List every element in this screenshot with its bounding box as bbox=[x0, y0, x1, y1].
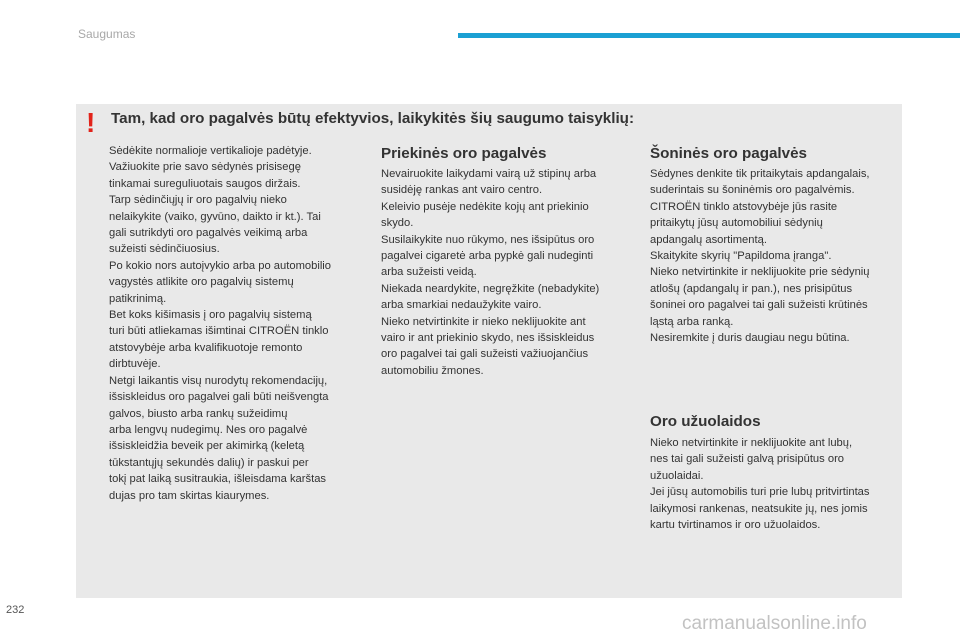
text-line: Nesiremkite į duris daugiau negu būtina. bbox=[650, 332, 850, 345]
text-line: dirbtuvėje. bbox=[109, 358, 161, 371]
text-line: išsiskleidus oro pagalvei gali būti neišvengta bbox=[109, 391, 329, 404]
text-line: CITROËN tinklo atstovybėje jūs rasite bbox=[650, 200, 838, 213]
text-line: apdangalų asortimentą. bbox=[650, 233, 767, 246]
text-line: turi būti atliekamas išimtinai CITROËN tinklo bbox=[109, 325, 329, 338]
text-line: išsiskleidžia beveik per akimirką (keletą bbox=[109, 440, 305, 453]
text-line: arba lengvų nudegimų. Nes oro pagalvė bbox=[109, 423, 308, 436]
text-line: vagystės atlikite oro pagalvių sistemų bbox=[109, 276, 294, 289]
text-line: gali sutrikdyti oro pagalvės veikimą arba bbox=[109, 227, 308, 240]
text-line: tokį pat laiką susitraukia, išleisdama karštas bbox=[109, 473, 327, 486]
text-line: patikrinimą. bbox=[109, 292, 167, 305]
text-line: Keleivio pusėje nedėkite kojų ant priekinio bbox=[381, 200, 589, 213]
text-line: Niekada neardykite, negręžkite (nebadykite) bbox=[381, 282, 600, 295]
text-line: Bet koks kišimasis į oro pagalvių sistemą bbox=[109, 309, 312, 322]
text-line: arba smarkiai nedaužykite vairo. bbox=[381, 299, 542, 312]
text-line: arba sužeisti veidą. bbox=[381, 266, 477, 279]
header-accent-bar bbox=[458, 33, 960, 38]
watermark: carmanualsonline.info bbox=[682, 613, 867, 634]
page-number: 232 bbox=[6, 604, 25, 616]
text-line: nelaikykite (vaiko, gyvūno, daikto ir kt.). Tai bbox=[109, 210, 321, 223]
text-line: Sėdynes denkite tik pritaikytais apdangalais, bbox=[650, 168, 870, 180]
text-line: susidėję rankas ant vairo centro. bbox=[381, 184, 543, 197]
text-line: laikymosi rankenas, neatsukite jų, nes jomis bbox=[650, 502, 868, 515]
front-airbags-text bbox=[381, 166, 599, 379]
text-line: Nieko netvirtinkite ir nieko neklijuokite ant bbox=[381, 315, 586, 328]
text-line: tūkstantųjų sekundės dalių) ir paskui per bbox=[109, 456, 309, 469]
page-section-title: Saugumas bbox=[78, 27, 136, 41]
text-line: ląstą arba ranką. bbox=[650, 315, 734, 328]
text-line: tinkamai sureguliuotais saugos diržais. bbox=[109, 177, 301, 190]
text-line: galvos, biusto arba rankų sužeidimų bbox=[109, 407, 288, 420]
text-line: Sėdėkite normalioje vertikalioje padėtyje. bbox=[109, 145, 312, 157]
text-line: sužeisti sėdinčiuosius. bbox=[109, 243, 220, 256]
text-line: atlošų (apdangalų ir pan.), nes prisipūtus bbox=[650, 282, 853, 295]
text-line: oro pagalvei tai gali sužeisti važiuojančius bbox=[381, 348, 589, 361]
text-line: Nieko netvirtinkite ir neklijuokite ant lubų, bbox=[650, 437, 853, 449]
text-line: Nevairuokite laikydami vairą už stipinų arba bbox=[381, 168, 597, 180]
text-line: pritaikytų jūsų automobiliui sėdynių bbox=[650, 217, 823, 230]
side-airbags-heading: Šoninės oro pagalvės bbox=[650, 145, 807, 162]
text-line: Netgi laikantis visų nurodytų rekomendacijų, bbox=[109, 374, 328, 387]
side-airbags-text bbox=[650, 166, 870, 346]
text-line: užuolaidai. bbox=[650, 469, 704, 482]
text-line: atstovybėje arba kvalifikuotoje remonto bbox=[109, 341, 303, 354]
text-line: suderintais su šoninėmis oro pagalvėmis. bbox=[650, 184, 855, 197]
front-airbags-heading: Priekinės oro pagalvės bbox=[381, 145, 547, 162]
text-line: Skaitykite skyrių "Papildoma įranga". bbox=[650, 250, 832, 263]
text-line: Važiuokite prie savo sėdynės prisisegę bbox=[109, 161, 301, 174]
curtain-airbags-heading: Oro užuolaidos bbox=[650, 413, 761, 430]
general-rules-text bbox=[109, 143, 331, 504]
text-line: dujas pro tam skirtas kiaurymes. bbox=[109, 489, 270, 502]
text-line: nes tai gali sužeisti galvą prisipūtus oro bbox=[650, 453, 845, 466]
text-line: pagalvei cigaretė arba pypkė gali nudeginti bbox=[381, 250, 594, 263]
text-line: automobiliu žmones. bbox=[381, 364, 484, 377]
text-line: vairo ir ant priekinio skydo, nes išsiskleidus bbox=[381, 332, 595, 345]
curtain-airbags-text bbox=[650, 435, 870, 533]
text-line: Nieko netvirtinkite ir neklijuokite prie sėdynių bbox=[650, 266, 870, 279]
text-line: šoninei oro pagalvei tai gali sužeisti krūtinės bbox=[650, 299, 868, 312]
text-line: Susilaikykite nuo rūkymo, nes išsipūtus oro bbox=[381, 233, 595, 246]
text-line: skydo. bbox=[381, 217, 414, 230]
text-line: kartu tvirtinamos ir oro užuolaidos. bbox=[650, 519, 821, 532]
exclamation-icon: ! bbox=[86, 107, 96, 138]
panel-title: Tam, kad oro pagalvės būtų efektyvios, laikykitės šių saugumo taisyklių: bbox=[111, 110, 635, 127]
text-line: Po kokio nors autoįvykio arba po automobilio bbox=[109, 259, 332, 272]
text-line: Tarp sėdinčiųjų ir oro pagalvių nieko bbox=[109, 194, 287, 207]
text-line: Jei jūsų automobilis turi prie lubų pritvirtintas bbox=[650, 486, 870, 499]
